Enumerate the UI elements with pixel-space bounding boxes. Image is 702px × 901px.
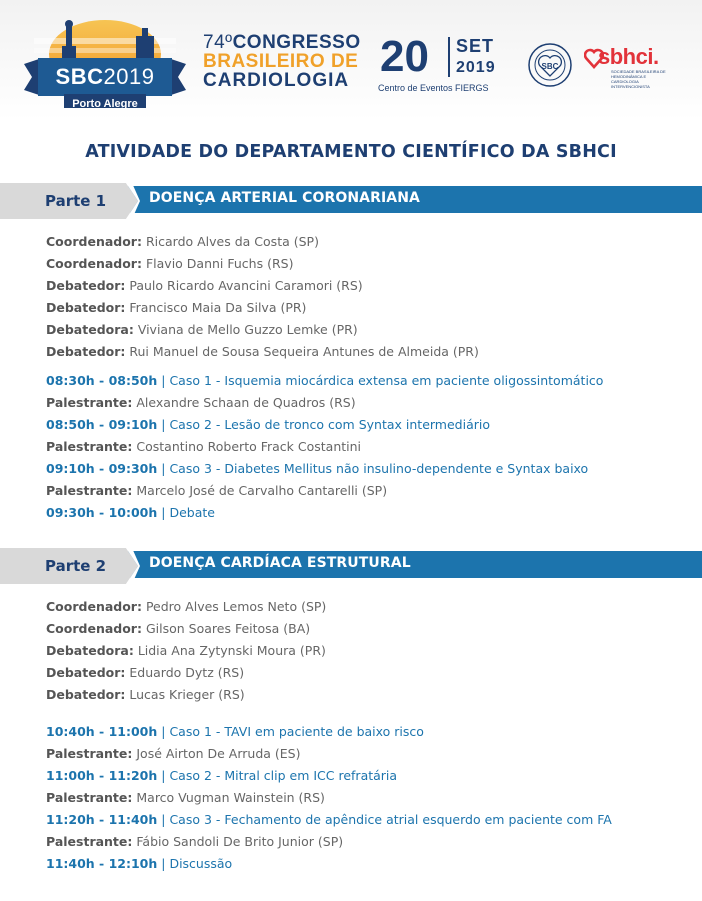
seal-graphic <box>527 42 573 88</box>
speaker-row: Palestrante: Marcelo José de Carvalho Cantarelli (SP) <box>46 483 388 498</box>
schedule-slot: 08:30h - 08:50h | Caso 1 - Isquemia miocárdica extensa em paciente oligossintomático <box>46 373 604 388</box>
part-1-title: DOENÇA ARTERIAL CORONARIANA <box>149 190 420 206</box>
sbc-logo-city: Porto Alegre <box>72 98 138 110</box>
schedule-slot: 11:20h - 11:40h | Caso 3 - Fechamento de apêndice atrial esquerdo em paciente com FA <box>46 812 612 827</box>
schedule-slot: 08:50h - 09:10h | Caso 2 - Lesão de tronco com Syntax intermediário <box>46 417 490 432</box>
schedule-slot: 09:30h - 10:00h | Debate <box>46 505 215 520</box>
date-divider <box>448 37 450 77</box>
page-title: ATIVIDADE DO DEPARTAMENTO CIENTÍFICO DA SBHCI <box>85 142 617 162</box>
event-day: 20 <box>380 32 429 81</box>
congress-title <box>203 33 363 90</box>
list-item: Debatedora: Viviana de Mello Guzzo Lemke (PR) <box>46 322 358 337</box>
seal-text: SBC <box>541 62 559 71</box>
part-2-schedule <box>46 721 686 875</box>
list-item: Debatedor: Francisco Maia Da Silva (PR) <box>46 300 307 315</box>
part-1-header <box>0 183 702 219</box>
list-item: Debatedor: Rui Manuel de Sousa Sequeira Antunes de Almeida (PR) <box>46 344 479 359</box>
sbc-2019-logo <box>24 18 186 108</box>
speaker-row: Palestrante: Alexandre Schaan de Quadros (RS) <box>46 395 356 410</box>
schedule-slot: 10:40h - 11:00h | Caso 1 - TAVI em paciente de baixo risco <box>46 724 424 739</box>
list-item: Coordenador: Gilson Soares Feitosa (BA) <box>46 621 311 636</box>
list-item: Coordenador: Pedro Alves Lemos Neto (SP) <box>46 599 327 614</box>
speaker-row: Palestrante: Marco Vugman Wainstein (RS) <box>46 790 325 805</box>
schedule-slot: 09:10h - 09:30h | Caso 3 - Diabetes Mellitus não insulino-dependente e Syntax baixo <box>46 461 589 476</box>
list-item: Debatedora: Lidia Ana Zytynski Moura (PR) <box>46 643 326 658</box>
sbhci-logo <box>584 44 670 88</box>
part-2-label: Parte 2 <box>45 557 107 575</box>
sbc-logo-graphic <box>24 18 186 108</box>
list-item: Coordenador: Flavio Danni Fuchs (RS) <box>46 256 294 271</box>
part-1-people <box>46 231 686 363</box>
event-date <box>378 33 513 97</box>
event-venue: Centro de Eventos FIERGS <box>378 83 489 93</box>
sbhci-subtitle: SOCIEDADE BRASILEIRA DE HEMODINÂMICA E CARDIOLOGIA INTERVENCIONISTA <box>611 69 666 89</box>
list-item: Debatedor: Paulo Ricardo Avancini Caramori (RS) <box>46 278 363 293</box>
part-2-header <box>0 548 702 584</box>
sbc-logo-wordmark: SBC2019 <box>55 64 155 89</box>
part-1-label: Parte 1 <box>45 192 107 210</box>
page-header <box>0 0 702 120</box>
part-1-schedule <box>46 370 686 524</box>
schedule-slot: 11:40h - 12:10h | Discussão <box>46 856 233 871</box>
part-2-people <box>46 596 686 706</box>
part-2-title: DOENÇA CARDÍACA ESTRUTURAL <box>149 555 411 571</box>
congress-line-2: BRASILEIRO DE <box>203 51 359 72</box>
speaker-row: Palestrante: Costantino Roberto Frack Costantini <box>46 439 362 454</box>
event-year: 2019 <box>456 59 496 76</box>
list-item: Coordenador: Ricardo Alves da Costa (SP) <box>46 234 319 249</box>
sbhci-wordmark: sbhci. <box>598 44 659 69</box>
congress-line-3: CARDIOLOGIA <box>203 70 350 91</box>
list-item: Debatedor: Eduardo Dytz (RS) <box>46 665 245 680</box>
schedule-slot: 11:00h - 11:20h | Caso 2 - Mitral clip em ICC refratária <box>46 768 398 783</box>
congress-line-1: 74ºCONGRESSO <box>203 32 361 53</box>
speaker-row: Palestrante: Fábio Sandoli De Brito Junior (SP) <box>46 834 344 849</box>
speaker-row: Palestrante: José Airton De Arruda (ES) <box>46 746 301 761</box>
event-month: SET <box>456 36 495 56</box>
list-item: Debatedor: Lucas Krieger (RS) <box>46 687 245 702</box>
sbc-seal-logo <box>527 42 573 88</box>
